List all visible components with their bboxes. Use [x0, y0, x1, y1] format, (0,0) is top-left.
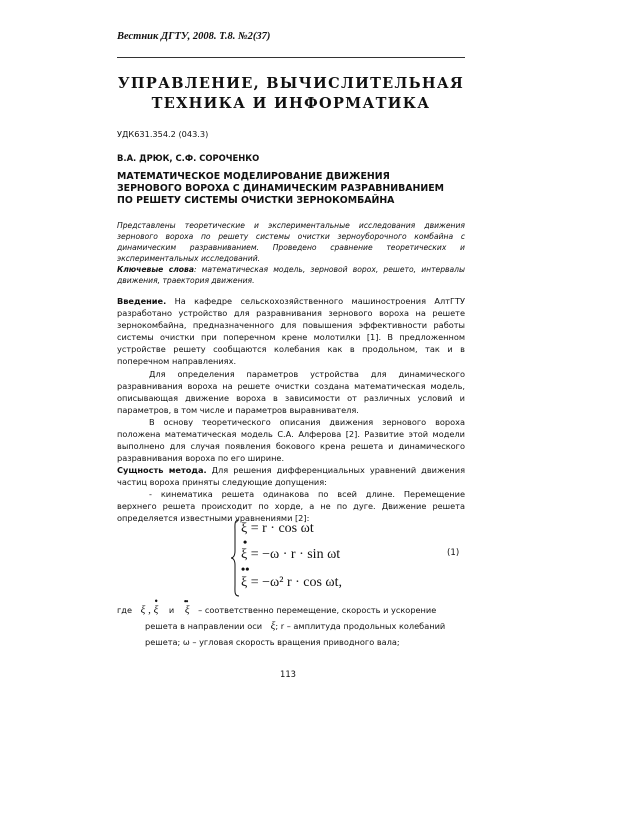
journal-header: Вестник ДГТУ, 2008. Т.8. №2(37) — [117, 31, 271, 42]
para3-line: В основу теоретического описания движения зернового вороха — [149, 417, 465, 427]
paper-title-line-1: МАТЕМАТИЧЕСКОЕ МОДЕЛИРОВАНИЕ ДВИЖЕНИЯ — [117, 171, 390, 182]
equation-acceleration: ξ = −ω² r · cos ωt, — [241, 575, 343, 590]
left-brace-icon — [230, 519, 240, 597]
header-rule — [117, 57, 465, 58]
method-label: Сущность метода. — [117, 465, 207, 475]
intro-line: устройстве решету сообщаются колебания как в продольном, так и в — [117, 344, 465, 354]
velocity-dot-icon: • — [243, 535, 248, 549]
where-line: решета в направлении оси ξ; r – амплитуда продольных колебаний — [145, 620, 446, 632]
para2-line: параметров, в том числе и параметров выравнивателя. — [117, 405, 359, 415]
udk-code: УДК631.354.2 (043.3) — [117, 129, 209, 139]
double-dot-icon: •• — [183, 597, 188, 606]
abstract-line: Представлены теоретические и экспериментальные исследования движения — [117, 221, 465, 230]
equation-displacement: ξ = r · cos ωt — [241, 521, 314, 536]
where-line: решета; ω – угловая скорость вращения приводного вала; — [145, 637, 400, 647]
paper-title-line-2: ЗЕРНОВОГО ВОРОХА С ДИНАМИЧЕСКИМ РАЗРАВНИВАНИЕМ — [117, 183, 444, 194]
keywords-line — [117, 265, 465, 276]
where-line: где ξ , ξ • и ξ •• – соответственно перемещение, скорость и ускорение — [117, 596, 437, 616]
method-line: частиц вороха приняты следующие допущения: — [117, 477, 327, 487]
where-var-accel: ξ •• — [183, 597, 190, 616]
method-line: - кинематика решета одинакова по всей длине. Перемещение — [149, 489, 465, 499]
keywords-text: : математическая модель, зерновой ворох, решето, интервалы — [193, 265, 465, 274]
intro-line: поперечном направлениях. — [117, 356, 237, 366]
method-line: верхнего решета происходит по хорде, а не по дуге. Движение решета — [117, 501, 465, 511]
acceleration-dots-icon: •• — [241, 562, 250, 576]
equation-number: (1) — [447, 548, 460, 558]
method-line: Сущность метода. Для решения дифференциальных уравнений движения — [117, 465, 466, 475]
dot-icon: • — [154, 596, 158, 606]
intro-line: разработано устройство для разравнивания зернового вороха на решете — [117, 308, 465, 318]
page-number: 113 — [280, 669, 296, 679]
para2-line: разравнивания вороха на решете очистки создана математическая модель, — [117, 381, 465, 391]
para2-line: Для определения параметров устройства для динамического — [149, 369, 465, 379]
where-vars: ξ , ξ • — [140, 596, 159, 616]
section-title-line-1: УПРАВЛЕНИЕ, ВЫЧИСЛИТЕЛЬНАЯ — [117, 75, 465, 92]
keywords-line: движения, траектория движения. — [117, 276, 255, 285]
para3-line: положена математическая модель С.А. Алферова [2]. Развитие этой модели — [117, 429, 465, 439]
intro-line: системы очистки при поперечном крене молотилки [1]. В предложенном — [117, 332, 465, 342]
keywords-label: Ключевые слова — [117, 265, 194, 274]
intro-label: Введение. — [117, 296, 167, 306]
equation-velocity: ξ = −ω · r · sin ωt — [241, 547, 341, 562]
intro-line: зернокомбайна, предназначенного для повышения эффективности работы — [117, 320, 465, 330]
para3-line: разравнивания вороха по его ширине. — [117, 453, 285, 463]
intro-line: Введение. На кафедре сельскохозяйственного машиностроения АлтГТУ — [117, 296, 465, 306]
authors: В.А. ДРЮК, С.Ф. СОРОЧЕНКО — [117, 153, 260, 163]
abstract-line: динамическим разравниванием. Проведено сравнение теоретических и — [117, 243, 465, 252]
para2-line: описывающая движение вороха в зависимости от различных условий и — [117, 393, 465, 403]
section-title-line-2: ТЕХНИКА И ИНФОРМАТИКА — [151, 95, 431, 112]
abstract-line: зернового вороха по решету системы очистки зерноуборочного комбайна с — [117, 232, 465, 241]
para3-line: выполнено для случая появления бокового крена решета и динамического — [117, 441, 465, 451]
abstract-line: экспериментальных исследований. — [117, 254, 261, 263]
paper-title-line-3: ПО РЕШЕТУ СИСТЕМЫ ОЧИСТКИ ЗЕРНОКОМБАЙНА — [117, 195, 395, 206]
method-line: определяется известными уравнениями [2]: — [117, 513, 310, 523]
